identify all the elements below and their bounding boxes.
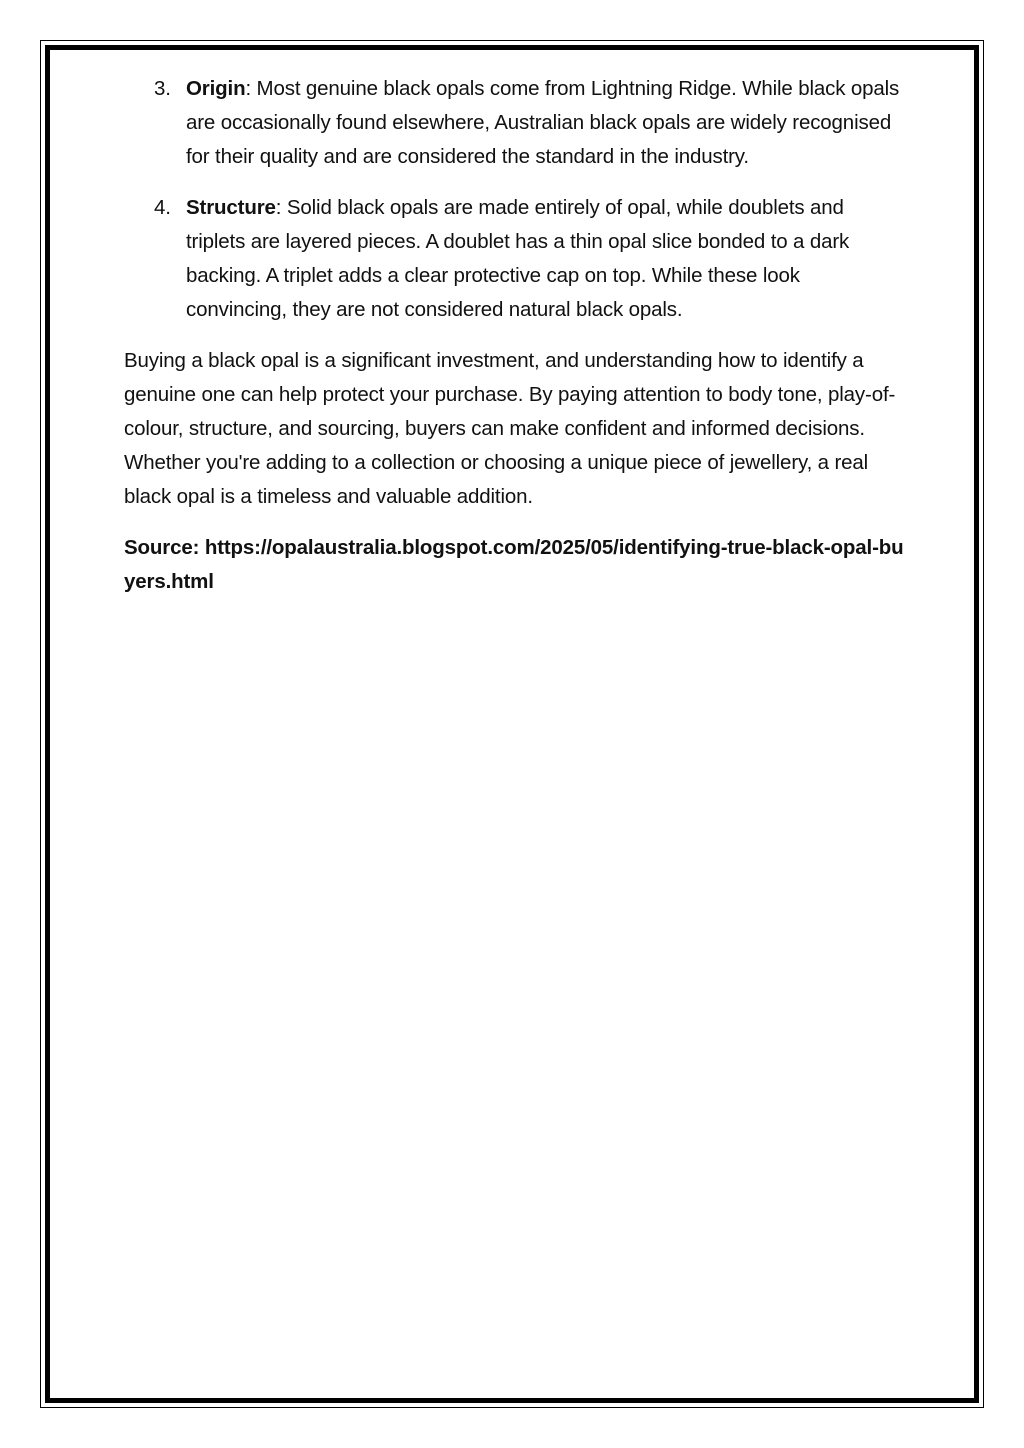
list-item-text: : Solid black opals are made entirely of opal, while doublets and triplets are layered pieces. A doublet has a thin opal slice bonded to a dark backing. A triplet adds a clear protective cap on top. While these look convincing, they are not considered natural black opals.	[186, 196, 850, 321]
closing-paragraph: Buying a black opal is a significant investment, and understanding how to identify a genuine one can help protect your purchase. By paying attention to body tone, play-of-colour, structure, and sourcing, buyers can make confident and informed decisions. Whether you're adding to a collection or choosing a unique piece of jewellery, a real black opal is a timeless and valuable addition.	[124, 349, 896, 508]
list-item-text: : Most genuine black opals come from Lightning Ridge. While black opals are occasionally found elsewhere, Australian black opals are widely recognised for their quality and are considered the standard in the industry.	[186, 77, 900, 168]
document-body	[124, 72, 904, 599]
list-item-number: 4.	[154, 196, 171, 219]
list-item-term: Origin	[186, 77, 246, 100]
list-item-origin	[124, 72, 904, 174]
numbered-list	[124, 72, 904, 327]
list-item-term: Structure	[186, 196, 276, 219]
list-item-structure	[124, 191, 904, 327]
list-item-number: 3.	[154, 77, 171, 100]
source-link[interactable]: Source: https://opalaustralia.blogspot.com/2025/05/identifying-true-black-opal-buyers.html	[124, 536, 904, 593]
